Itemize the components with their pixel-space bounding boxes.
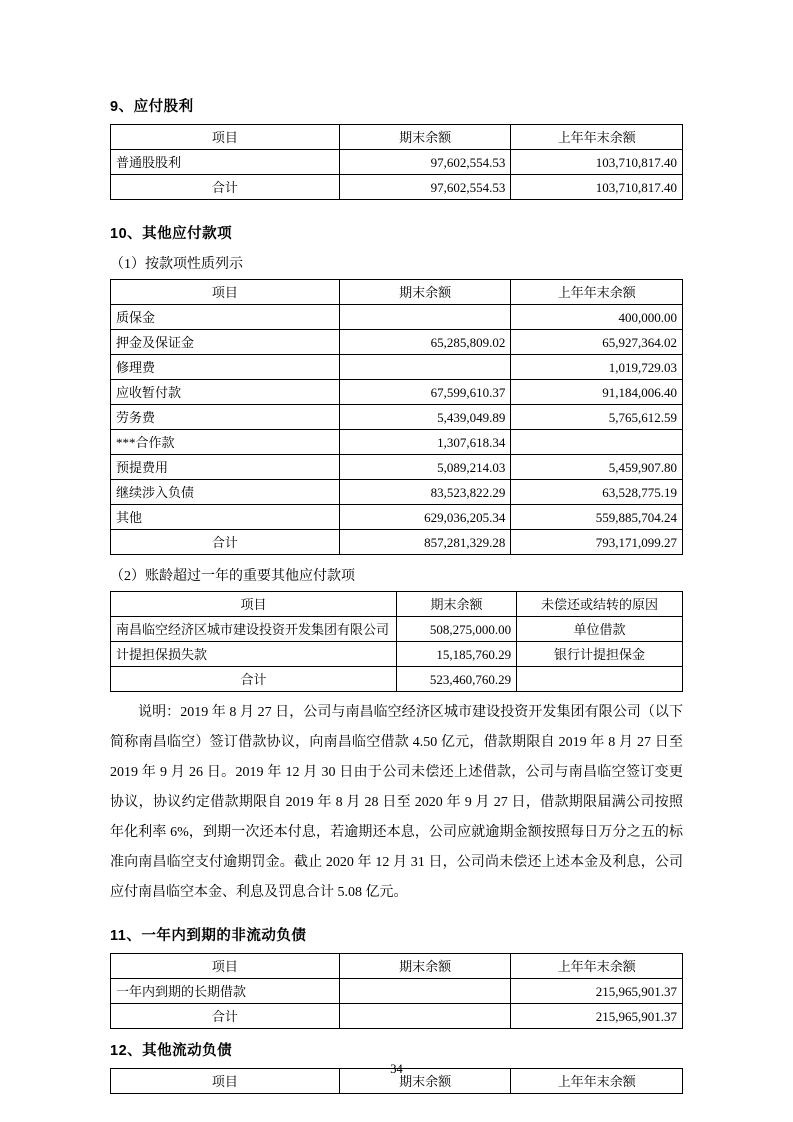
cell-value: 91,184,006.40 <box>511 380 683 405</box>
table-row <box>111 330 683 355</box>
cell-item: 劳务费 <box>111 405 340 430</box>
column-header: 上年年末余额 <box>511 280 683 305</box>
cell-value: 629,036,205.34 <box>339 505 511 530</box>
column-header: 期末余额 <box>339 280 511 305</box>
cell-value: 97,602,554.53 <box>339 150 511 175</box>
table-row <box>111 667 683 692</box>
table-row <box>111 355 683 380</box>
cell-item: 应收暂付款 <box>111 380 340 405</box>
cell-item: 其他 <box>111 505 340 530</box>
cell-value: 63,528,775.19 <box>511 480 683 505</box>
cell-value: 793,171,099.27 <box>511 530 683 555</box>
column-header: 未偿还或结转的原因 <box>517 592 683 617</box>
column-header: 上年年末余额 <box>511 954 683 979</box>
cell-value: 523,460,760.29 <box>397 667 517 692</box>
section-10-sub1-title: （1）按款项性质列示 <box>110 257 243 272</box>
cell-value: 67,599,610.37 <box>339 380 511 405</box>
cell-item: 合计 <box>111 530 340 555</box>
cell-value: 215,965,901.37 <box>511 979 683 1004</box>
cell-item: 预提费用 <box>111 455 340 480</box>
column-header: 项目 <box>111 592 397 617</box>
section-11-table <box>110 953 683 1029</box>
cell-value: 5,439,049.89 <box>339 405 511 430</box>
section-9-table <box>110 124 683 200</box>
table-row <box>111 617 683 642</box>
cell-value: 5,765,612.59 <box>511 405 683 430</box>
section-10-sub2-table <box>110 591 683 692</box>
table-row <box>111 150 683 175</box>
section-10-note: 说明：2019 年 8 月 27 日，公司与南昌临空经济区城市建设投资开发集团有限公司（以下简称南昌临空）签订借款协议，向南昌临空借款 4.50 亿元，借款期限自 2019 年 8 月 27 日至 2019 年 9 月 26 日。2019 年 12 月 30 日由于公司未偿还上述借款，公司与南昌临空签订变更协议，协议约定借款期限自 2019 年 8 月 28 日至 2020 年 9 月 27 日，借款期限届满公司按照年化利率 6%，到期一次还本付息，若逾期还本息，公司应就逾期金额按照每日万分之五的标准向南昌临空支付逾期罚金。截止 2020 年 12 月 31 日，公司尚未偿还上述本金及利息，公司应付南昌临空本金、利息及罚息合计 5.08 亿元。 <box>110 705 683 900</box>
cell-value: 5,459,907.80 <box>511 455 683 480</box>
table-row <box>111 1004 683 1029</box>
cell-item: 押金及保证金 <box>111 330 340 355</box>
column-header: 上年年末余额 <box>511 1069 683 1094</box>
cell-item: 南昌临空经济区城市建设投资开发集团有限公司 <box>111 617 397 642</box>
cell-value <box>339 355 511 380</box>
cell-value: 65,927,364.02 <box>511 330 683 355</box>
table-row <box>111 480 683 505</box>
cell-reason: 单位借款 <box>517 617 683 642</box>
cell-value <box>339 979 511 1004</box>
table-row <box>111 642 683 667</box>
section-11-title: 11、一年内到期的非流动负债 <box>110 928 307 944</box>
cell-item: 合计 <box>111 667 397 692</box>
cell-value: 857,281,329.28 <box>339 530 511 555</box>
column-header: 项目 <box>111 280 340 305</box>
cell-item: 普通股股利 <box>111 150 340 175</box>
cell-value: 65,285,809.02 <box>339 330 511 355</box>
cell-value <box>511 430 683 455</box>
table-header-row <box>111 592 683 617</box>
cell-value: 83,523,822.29 <box>339 480 511 505</box>
cell-item: 一年内到期的长期借款 <box>111 979 340 1004</box>
cell-item: 修理费 <box>111 355 340 380</box>
table-header-row <box>111 280 683 305</box>
column-header: 期末余额 <box>339 954 511 979</box>
column-header: 期末余额 <box>397 592 517 617</box>
cell-item: ***合作款 <box>111 430 340 455</box>
cell-value: 215,965,901.37 <box>511 1004 683 1029</box>
cell-value: 508,275,000.00 <box>397 617 517 642</box>
column-header: 上年年末余额 <box>511 125 683 150</box>
cell-item: 计提担保损失款 <box>111 642 397 667</box>
table-row <box>111 430 683 455</box>
table-row <box>111 530 683 555</box>
table-row <box>111 455 683 480</box>
section-10-title: 10、其他应付款项 <box>110 226 233 242</box>
cell-value: 1,307,618.34 <box>339 430 511 455</box>
table-row <box>111 405 683 430</box>
section-10-sub1-table <box>110 279 683 555</box>
section-12-title: 12、其他流动负债 <box>110 1043 233 1059</box>
column-header: 项目 <box>111 1069 340 1094</box>
table-row <box>111 380 683 405</box>
column-header: 项目 <box>111 954 340 979</box>
cell-value: 1,019,729.03 <box>511 355 683 380</box>
cell-value <box>339 1004 511 1029</box>
cell-value: 400,000.00 <box>511 305 683 330</box>
column-header: 期末余额 <box>339 1069 511 1094</box>
table-row <box>111 505 683 530</box>
cell-reason: 银行计提担保金 <box>517 642 683 667</box>
cell-value <box>339 305 511 330</box>
cell-item: 质保金 <box>111 305 340 330</box>
cell-value: 103,710,817.40 <box>511 150 683 175</box>
cell-value: 559,885,704.24 <box>511 505 683 530</box>
cell-reason <box>517 667 683 692</box>
table-row <box>111 979 683 1004</box>
page-number: 34 <box>390 1062 403 1076</box>
cell-value: 97,602,554.53 <box>339 175 511 200</box>
cell-value: 103,710,817.40 <box>511 175 683 200</box>
section-9-title: 9、应付股利 <box>110 99 194 115</box>
cell-value: 5,089,214.03 <box>339 455 511 480</box>
cell-value: 15,185,760.29 <box>397 642 517 667</box>
section-10-sub2-title: （2）账龄超过一年的重要其他应付款项 <box>110 569 355 584</box>
table-header-row <box>111 954 683 979</box>
table-header-row <box>111 125 683 150</box>
cell-item: 继续涉入负债 <box>111 480 340 505</box>
cell-item: 合计 <box>111 175 340 200</box>
column-header: 项目 <box>111 125 340 150</box>
cell-item: 合计 <box>111 1004 340 1029</box>
column-header: 期末余额 <box>339 125 511 150</box>
table-row <box>111 305 683 330</box>
table-row <box>111 175 683 200</box>
